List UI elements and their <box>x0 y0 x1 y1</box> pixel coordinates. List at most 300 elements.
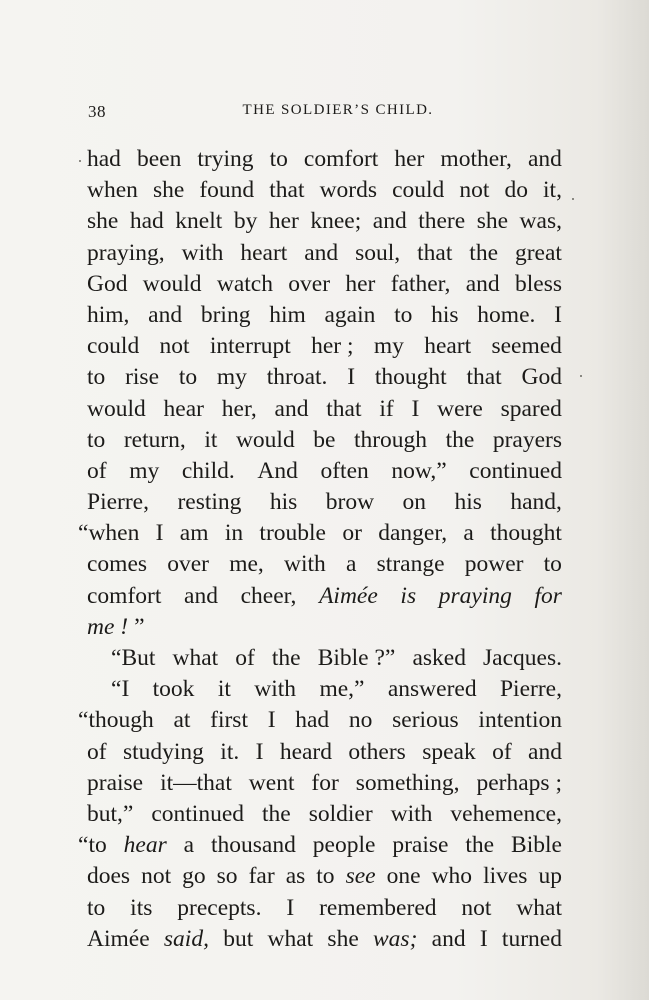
word <box>432 861 472 892</box>
text-line <box>87 799 562 830</box>
word-text: her <box>345 270 376 297</box>
word-text: said, <box>163 925 209 952</box>
word <box>87 425 105 456</box>
word <box>515 269 562 300</box>
word-text: of <box>87 738 107 765</box>
page-number: 38 <box>88 102 106 121</box>
word <box>392 705 459 736</box>
word-text: up <box>538 863 562 890</box>
word <box>129 456 159 487</box>
word-text: could <box>392 177 445 204</box>
word <box>387 861 421 892</box>
word-text: I <box>255 738 264 765</box>
text-line <box>87 456 562 487</box>
word-text: intention <box>478 707 562 734</box>
word-text: a <box>463 520 474 547</box>
word-text: resting <box>177 489 242 516</box>
word <box>172 643 218 674</box>
word-text: in <box>224 520 244 547</box>
word-text: first <box>210 707 248 734</box>
word <box>259 518 326 549</box>
word-text: is <box>400 582 417 609</box>
word-text: precepts. <box>177 894 262 921</box>
word <box>87 861 130 892</box>
word-text: brow <box>325 489 375 516</box>
text-line <box>87 394 562 425</box>
word <box>280 737 332 768</box>
word <box>440 144 512 175</box>
word-text: of <box>87 457 107 484</box>
word-text: people <box>312 832 376 859</box>
word <box>78 830 107 861</box>
word-text: great <box>514 239 562 266</box>
text-line <box>87 768 562 799</box>
word <box>217 861 238 892</box>
word <box>394 144 424 175</box>
word <box>324 300 375 331</box>
word <box>249 861 275 892</box>
word <box>510 487 562 518</box>
word <box>87 612 151 643</box>
word <box>270 144 288 175</box>
word-text: praying, <box>87 239 165 266</box>
word-text: there <box>418 208 466 235</box>
word <box>78 705 154 736</box>
word <box>500 674 562 705</box>
word <box>320 456 368 487</box>
word-text: continued <box>469 457 562 484</box>
word <box>87 362 105 393</box>
word-text: with <box>390 800 433 827</box>
word-text: comfort <box>87 582 162 609</box>
word-text: what <box>172 645 219 671</box>
word <box>319 893 436 924</box>
text-line <box>78 830 562 861</box>
word <box>286 861 306 892</box>
word-text: Jacques. <box>483 645 562 671</box>
word-text: its <box>130 894 153 921</box>
word-text: cheer, <box>240 582 297 609</box>
word <box>373 924 417 955</box>
word-text: thousand <box>211 832 296 859</box>
word <box>229 549 264 580</box>
word <box>87 144 121 175</box>
word <box>490 518 562 549</box>
word-text: to <box>269 146 288 172</box>
word <box>235 643 255 674</box>
word <box>391 269 451 300</box>
word <box>204 425 217 456</box>
word-text: and <box>431 925 466 952</box>
word-text: it <box>204 426 218 453</box>
word-text: speak <box>422 738 476 765</box>
word-text: “ <box>78 832 89 859</box>
word <box>454 487 481 518</box>
word <box>182 238 224 269</box>
word-text: or <box>342 520 362 547</box>
word <box>309 799 373 830</box>
word <box>342 518 362 549</box>
word <box>241 581 297 612</box>
word <box>234 206 258 237</box>
word-text: if <box>379 395 394 422</box>
word-text: been <box>136 146 182 172</box>
word-text: praying <box>438 582 512 609</box>
word <box>87 238 165 269</box>
word-text: my <box>216 364 247 391</box>
word <box>392 830 448 861</box>
word <box>349 705 373 736</box>
word <box>87 456 107 487</box>
word <box>437 394 483 425</box>
word-text: found <box>199 177 255 204</box>
word-text: danger, <box>378 520 448 547</box>
word-text: a <box>346 551 357 578</box>
word <box>463 518 473 549</box>
text-line <box>87 362 562 393</box>
word-text: home. <box>477 301 536 328</box>
word <box>538 861 562 892</box>
word-text: return, <box>123 426 186 453</box>
word <box>356 768 460 799</box>
word-text: strange <box>376 551 445 578</box>
word <box>288 269 330 300</box>
word-text: it, <box>543 177 562 204</box>
word <box>348 737 405 768</box>
text-line <box>78 643 562 674</box>
word <box>148 300 182 331</box>
word <box>391 799 433 830</box>
word-text: heart <box>240 239 288 266</box>
word <box>153 175 184 206</box>
word-text: had <box>87 146 121 172</box>
word <box>346 861 376 892</box>
word-text: his <box>431 301 459 328</box>
word-text: with <box>284 551 326 578</box>
word-text: “ <box>78 707 89 734</box>
word <box>78 518 139 549</box>
text-line <box>87 144 562 175</box>
word <box>377 549 445 580</box>
word <box>111 643 155 674</box>
word-text: to <box>316 863 335 890</box>
word <box>466 269 500 300</box>
word-text: and <box>372 208 407 235</box>
word <box>125 362 159 393</box>
word <box>319 674 364 705</box>
word-text: and <box>274 395 309 422</box>
word-text: for <box>311 769 339 796</box>
word <box>87 331 139 362</box>
word <box>175 206 222 237</box>
word-text: words <box>319 177 378 204</box>
word-text: her <box>394 146 425 172</box>
word <box>432 924 466 955</box>
word-text: serious <box>392 707 459 734</box>
word <box>210 705 248 736</box>
word <box>326 394 361 425</box>
word-text: rise <box>125 364 160 391</box>
word <box>87 175 138 206</box>
word <box>87 549 147 580</box>
word-text: see <box>345 863 376 890</box>
word-text: his <box>269 489 298 516</box>
word <box>87 206 118 237</box>
word <box>151 799 244 830</box>
word-text: went <box>248 769 295 796</box>
word <box>346 549 356 580</box>
word-text: Bible <box>511 832 562 859</box>
word <box>528 144 562 175</box>
word-text: over <box>288 270 331 297</box>
word <box>211 830 296 861</box>
word <box>422 737 476 768</box>
word <box>469 456 562 487</box>
body-text <box>78 144 562 955</box>
word <box>355 238 400 269</box>
word-text: what <box>267 925 314 952</box>
word-text: to <box>87 364 106 391</box>
word-text: throat. <box>266 364 328 391</box>
word <box>374 331 404 362</box>
word-text: the <box>469 239 499 266</box>
word-text: with <box>254 676 297 703</box>
word-text: her, <box>221 395 257 422</box>
word <box>466 362 501 393</box>
word-text: lives <box>483 863 528 890</box>
word <box>304 144 378 175</box>
text-line <box>87 238 562 269</box>
word <box>411 394 419 425</box>
word <box>268 705 276 736</box>
word-text: was; <box>373 925 418 952</box>
word <box>164 394 204 425</box>
word <box>199 175 254 206</box>
word-text: now,” <box>391 457 447 484</box>
word <box>391 456 446 487</box>
word-text: no <box>348 707 373 734</box>
word-text: with <box>181 239 224 266</box>
word-text: one <box>386 863 421 890</box>
word-text: Bible ? <box>317 645 385 671</box>
word-text: seemed <box>491 333 562 360</box>
word-text: over <box>167 551 210 578</box>
word-text: be <box>313 426 336 453</box>
word-text: and <box>148 301 183 328</box>
word <box>394 300 412 331</box>
word-text: again <box>324 301 376 328</box>
word-text: but,” <box>87 800 134 827</box>
text-line <box>87 893 562 924</box>
word-text: could <box>87 333 140 360</box>
word <box>418 206 465 237</box>
word-text: when <box>88 520 140 547</box>
word-text: that <box>417 239 453 266</box>
word-text: as <box>285 863 306 890</box>
word-text: her ; <box>311 333 354 360</box>
word-text: I <box>286 894 295 921</box>
page-header <box>88 102 568 126</box>
word <box>254 674 296 705</box>
word <box>515 238 562 269</box>
word-text: prayers <box>492 426 562 453</box>
word <box>520 206 562 237</box>
word <box>267 362 328 393</box>
word <box>477 206 508 237</box>
word-text: thought <box>490 520 562 547</box>
word-text: knee; <box>310 208 362 235</box>
word <box>446 425 475 456</box>
word-text: what <box>516 894 562 921</box>
word <box>87 924 150 955</box>
word-text: would <box>87 395 146 422</box>
word-text: her <box>268 208 299 235</box>
word-text: others <box>348 738 406 765</box>
word <box>465 830 494 861</box>
word <box>249 768 295 799</box>
word-text: studying <box>122 738 204 765</box>
word <box>87 799 133 830</box>
word-text: it—that <box>160 769 232 796</box>
word-text: ” <box>384 645 396 671</box>
word-text: comfort <box>303 146 379 172</box>
word-text: hand, <box>510 489 562 516</box>
word <box>311 331 353 362</box>
word-text: me ! <box>87 613 129 640</box>
text-line <box>87 175 562 206</box>
word <box>123 737 204 768</box>
word <box>459 175 489 206</box>
word <box>130 206 164 237</box>
word-text: mother, <box>440 146 512 172</box>
word-text: I <box>479 925 488 952</box>
word <box>218 674 231 705</box>
word <box>124 830 167 861</box>
text-line <box>78 518 562 549</box>
text-line <box>78 674 562 705</box>
word <box>262 799 291 830</box>
word <box>522 362 562 393</box>
word-text: to <box>87 894 106 921</box>
word-text: hear <box>163 395 204 422</box>
word-text: would <box>142 270 202 297</box>
word <box>477 768 563 799</box>
word <box>354 425 427 456</box>
word-text: bless <box>515 270 562 297</box>
word-text: through <box>353 426 428 453</box>
word-text: child. <box>181 457 235 484</box>
text-line <box>87 924 562 955</box>
word <box>173 705 190 736</box>
word-text: “ <box>111 645 122 671</box>
word-text: took <box>152 676 195 703</box>
word <box>316 861 334 892</box>
word <box>412 643 466 674</box>
word <box>461 893 491 924</box>
word <box>516 893 562 924</box>
word-text: God <box>521 364 562 391</box>
word-text: to <box>87 426 106 453</box>
word <box>201 300 251 331</box>
word <box>160 768 232 799</box>
text-line <box>87 206 562 237</box>
word <box>326 487 374 518</box>
word <box>217 362 247 393</box>
word <box>465 549 524 580</box>
word <box>124 425 186 456</box>
word <box>225 518 243 549</box>
word-text: go <box>182 863 206 890</box>
word <box>167 549 209 580</box>
word-text: my <box>373 333 404 360</box>
word-text: for <box>534 582 562 609</box>
word <box>267 924 313 955</box>
word-text: I <box>121 676 130 703</box>
word <box>345 269 375 300</box>
word <box>373 206 407 237</box>
word-text: to <box>88 832 107 859</box>
word <box>318 643 396 674</box>
word <box>483 643 562 674</box>
word <box>130 893 152 924</box>
word <box>388 674 477 705</box>
print-speck <box>572 198 574 200</box>
word-text: the <box>465 832 495 859</box>
word-text: Pierre, <box>87 489 149 516</box>
word-text: perhaps ; <box>476 769 562 796</box>
text-line <box>87 581 562 612</box>
word <box>111 674 129 705</box>
word <box>417 238 452 269</box>
word-text: But <box>121 645 156 671</box>
word-text: me, <box>229 551 264 578</box>
word-text: him, <box>87 301 130 328</box>
word-text: remembered <box>319 894 437 921</box>
word-text: the <box>271 645 301 671</box>
word-text: it <box>217 676 231 703</box>
word <box>222 394 257 425</box>
word <box>236 425 295 456</box>
word-text: that <box>269 177 305 204</box>
word <box>310 206 361 237</box>
word <box>137 144 181 175</box>
word-text: to <box>394 301 413 328</box>
text-line <box>87 612 562 643</box>
word-text: father, <box>390 270 451 297</box>
word-text: Aimée <box>319 582 378 609</box>
word-text: at <box>173 707 191 734</box>
word-text: spared <box>500 395 562 422</box>
word <box>543 175 562 206</box>
word-text: to <box>543 551 562 578</box>
word <box>501 394 562 425</box>
word-text: do <box>504 177 528 204</box>
text-line <box>78 705 562 736</box>
word <box>269 175 304 206</box>
word-text: Pierre, <box>499 676 562 703</box>
word <box>311 768 338 799</box>
word <box>392 175 444 206</box>
word <box>257 456 297 487</box>
word <box>483 861 527 892</box>
word-text: comes <box>87 551 148 578</box>
word-text: not <box>141 863 172 890</box>
word-text: it. <box>220 738 240 765</box>
word <box>275 394 309 425</box>
word-text: I <box>155 520 164 547</box>
text-line <box>87 487 562 518</box>
word <box>143 269 202 300</box>
